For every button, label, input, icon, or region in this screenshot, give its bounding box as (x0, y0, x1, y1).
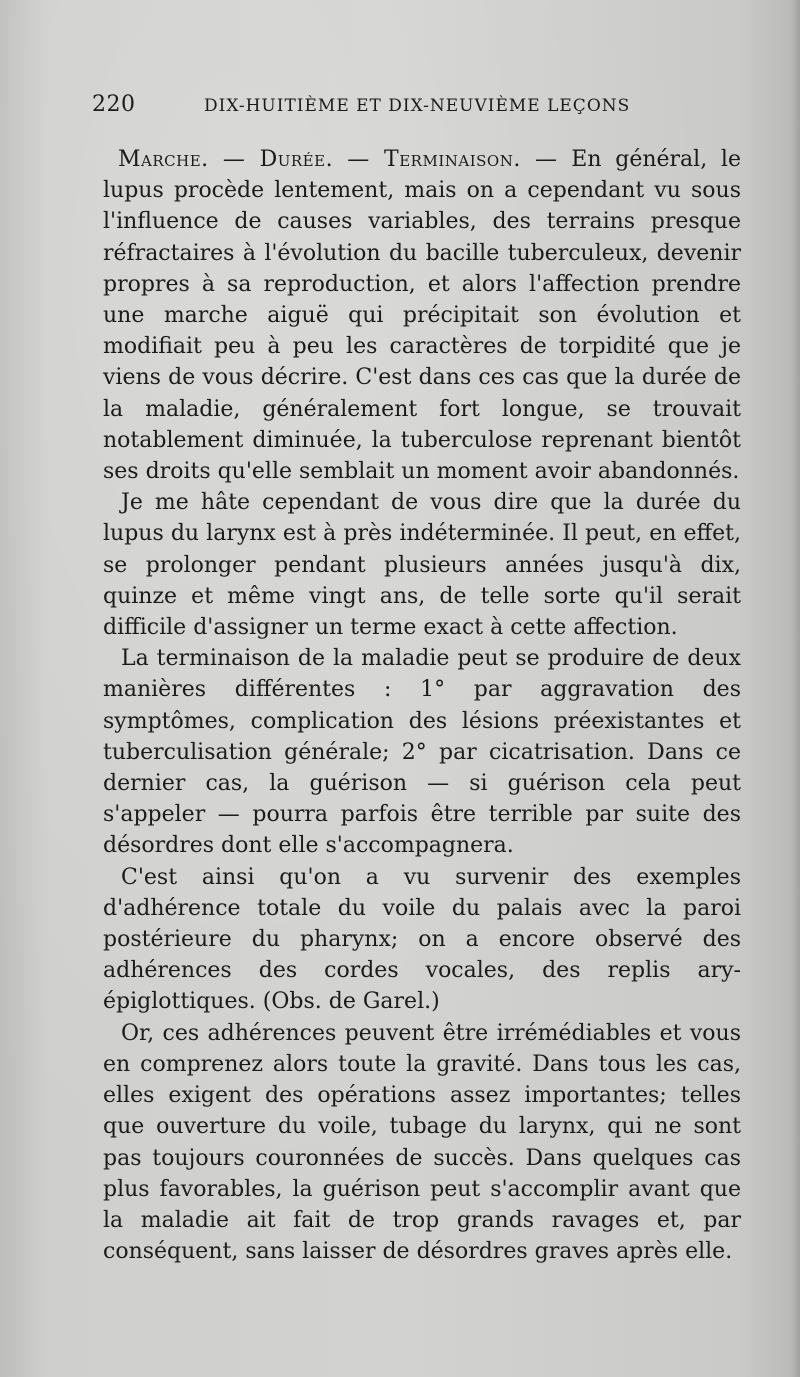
body-text (103, 144, 741, 1267)
running-title: DIX-HUITIÈME ET DIX-NEUVIÈME LEÇONS (204, 96, 631, 116)
section-heading: Marche. — Durée. — Terminaison. — (118, 147, 558, 172)
paragraph-1-text: En général, le lupus procède lentement, mais on a cependant vu sous l'influence de causes variables, des terrains presque réfractaires à l'évolution du bacille tuberculeux, devenir propres à sa reproduction, et alors l'affection prendre une marche aiguë qui précipitait son évolution et modifiait peu à peu les caractères de torpidité que je viens de vous décrire. C'est dans ces cas que la durée de la maladie, généralement fort longue, se trouvait notablement diminuée, la tuberculose reprenant bientôt ses droits qu'elle semblait un moment avoir abandonnés. (103, 147, 741, 485)
paragraph-3: La terminaison de la maladie peut se produire de deux manières différentes : 1° par aggravation des symptômes, complication des lésions préexistantes et tuberculisation générale; 2° par cicatrisation. Dans ce dernier cas, la guérison — si guérison cela peut s'appeler — pourra parfois être terrible par suite des désordres dont elle s'accompagnera. (103, 646, 741, 859)
paragraph-5: Or, ces adhérences peuvent être irrémédiables et vous en comprenez alors toute la gravité. Dans tous les cas, elles exigent des opérations assez importantes; telles que ouverture du voile, tubage du larynx, qui ne sont pas toujours couronnées de succès. Dans quelques cas plus favorables, la guérison peut s'accomplir avant que la maladie ait fait de trop grands ravages et, par conséquent, sans laisser de désordres graves après elle. (103, 1020, 741, 1265)
running-head (92, 92, 732, 122)
paragraph-2: Je me hâte cependant de vous dire que la durée du lupus du larynx est à près indéterminée. Il peut, en effet, se prolonger pendant plusieurs années jusqu'à dix, quinze et même vingt ans, de telle sorte qu'il serait difficile d'assigner un terme exact à cette affection. (103, 490, 741, 641)
paragraph-1 (103, 144, 741, 487)
paragraph-4: C'est ainsi qu'on a vu survenir des exemples d'adhérence totale du voile du palais avec la paroi postérieure du pharynx; on a encore observé des adhérences des cordes vocales, des replis ary-épiglottiques. (Obs. de Garel.) (103, 864, 741, 1015)
page-edge-shadow (790, 0, 800, 1377)
page-number: 220 (92, 92, 136, 117)
